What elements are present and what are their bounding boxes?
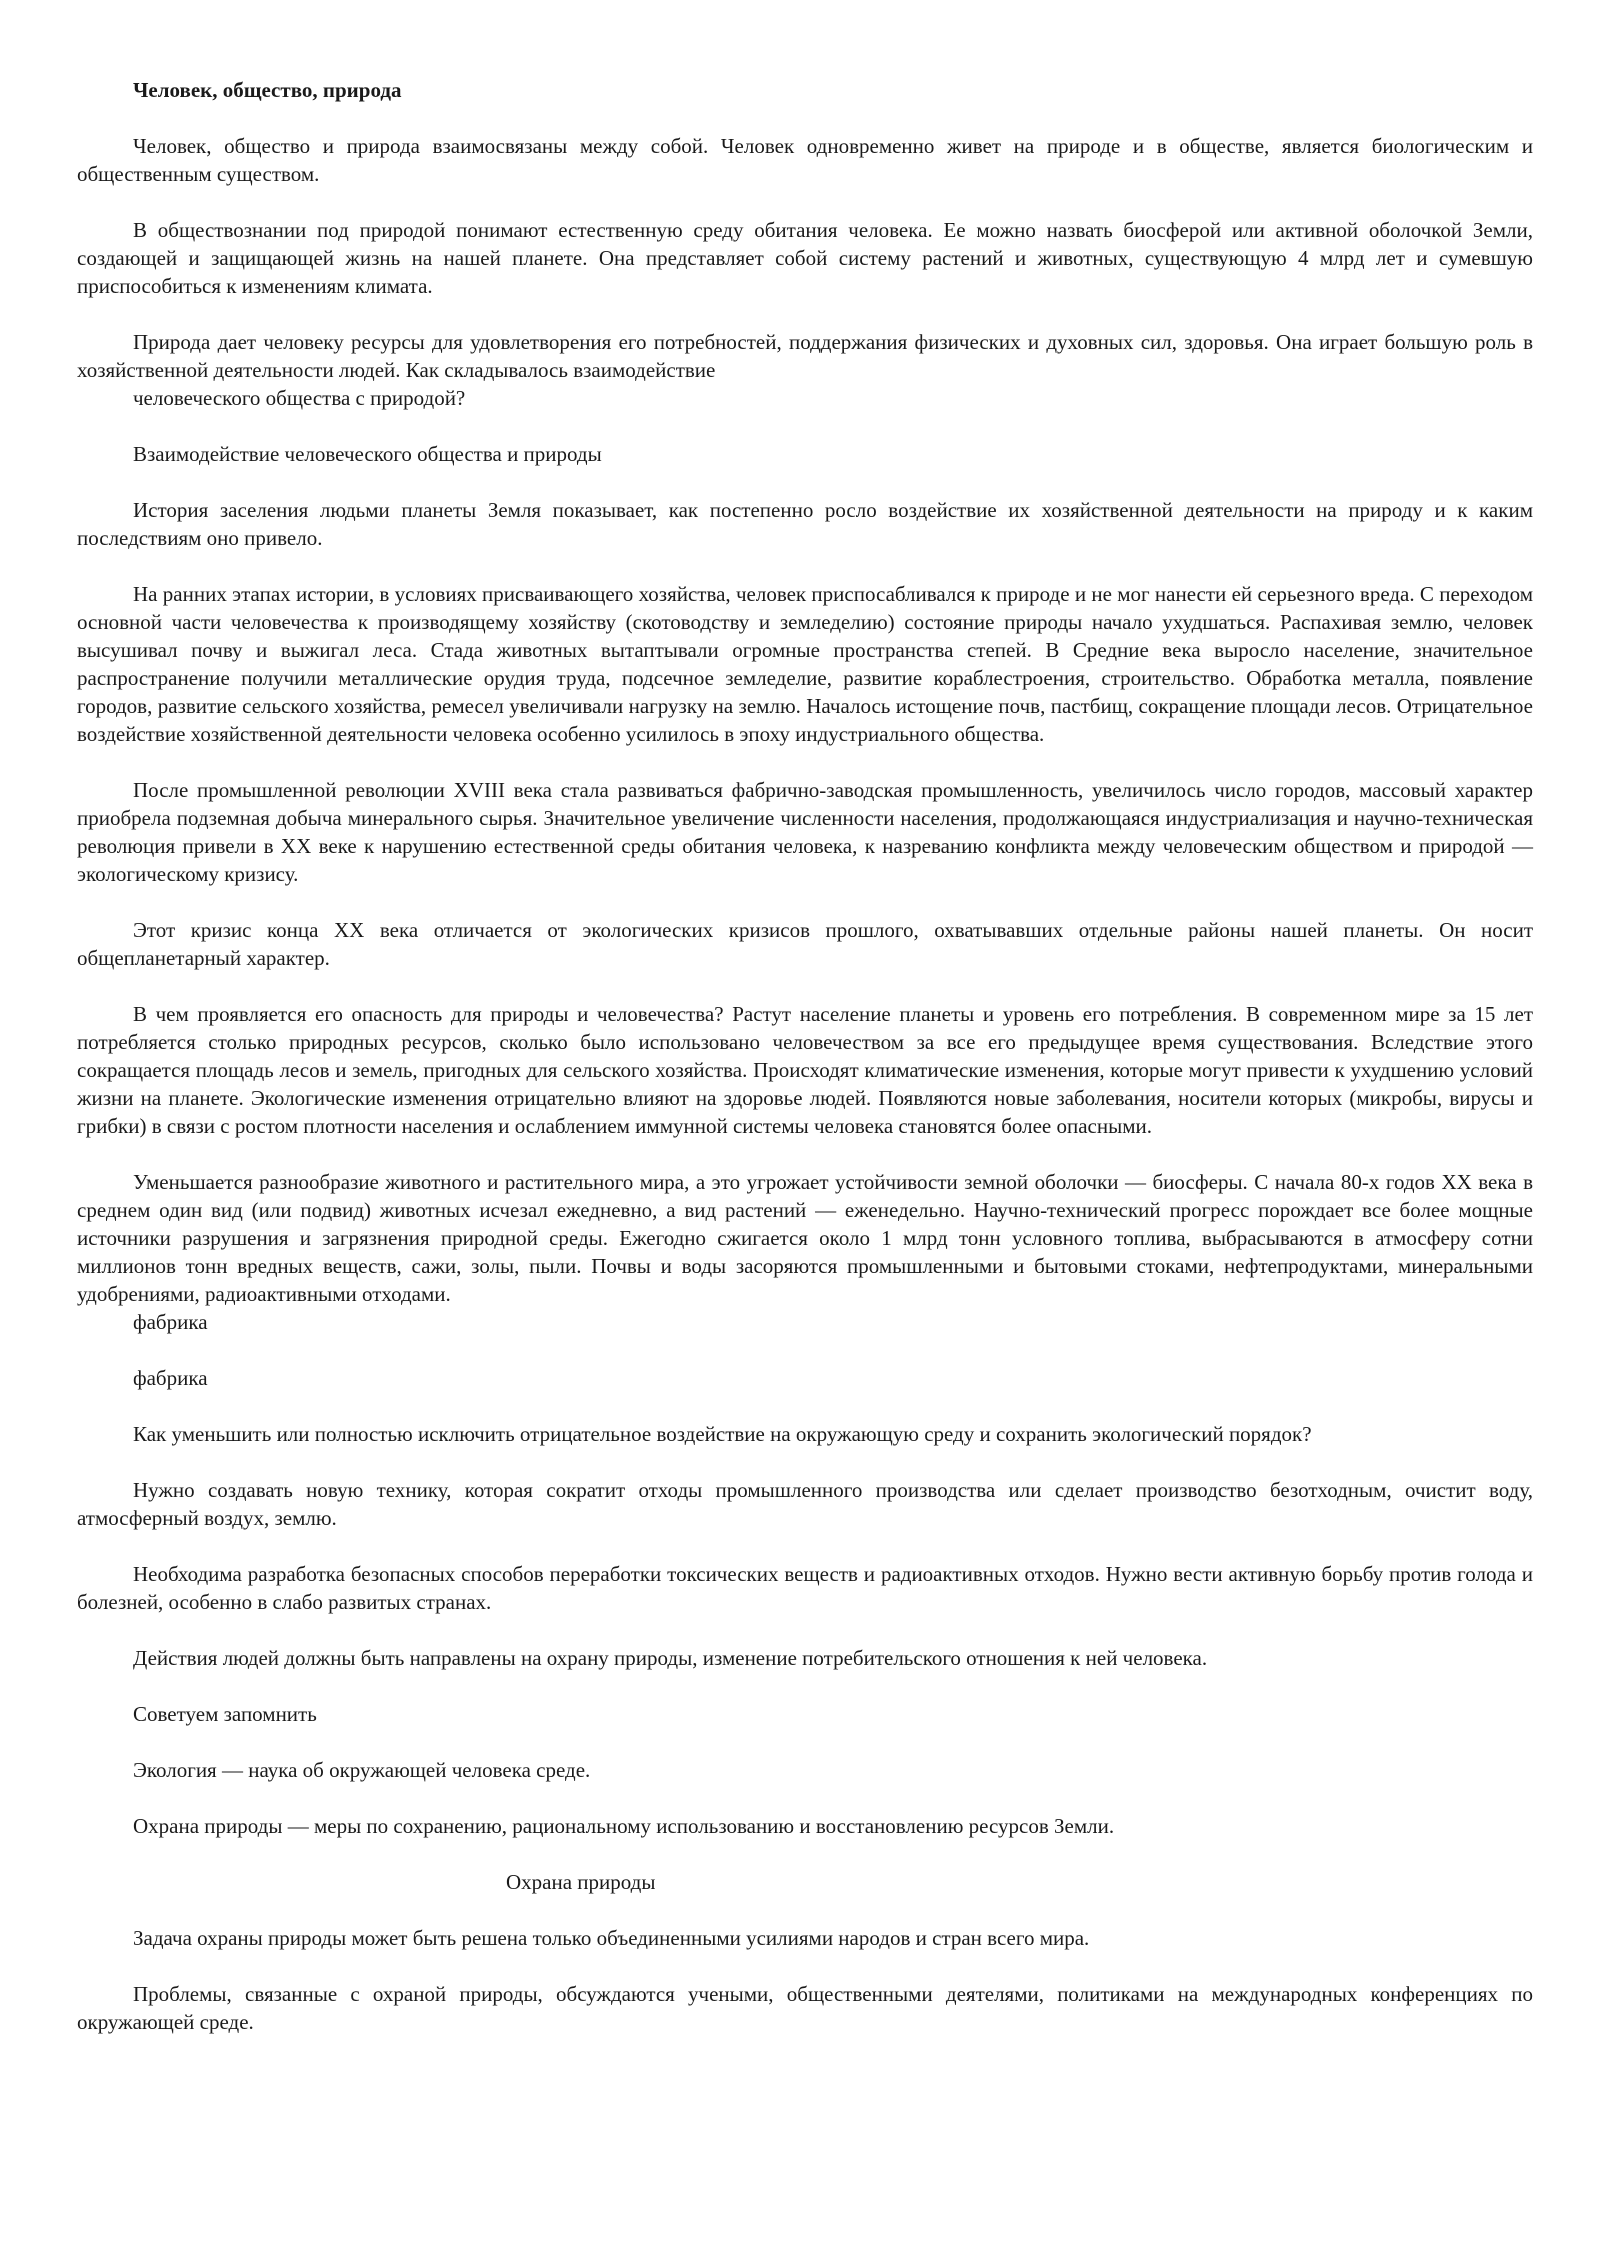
paragraph-nature-resources-continuation: человеческого общества с природой? — [133, 386, 466, 410]
paragraph-protection-task: Задача охраны природы может быть решена только объединенными усилиями народов и стран всего мира. — [133, 1926, 1090, 1950]
subheading-interaction: Взаимодействие человеческого общества и природы — [133, 442, 602, 466]
paragraph-nature-resources: Природа дает человеку ресурсы для удовлетворения его потребностей, поддержания физических и духовных сил, здоровья. Она играет большую роль в хозяйственной деятельности людей. Как складывалось взаимодействие — [77, 330, 1533, 382]
document-page — [77, 76, 1533, 2064]
definition-nature-protection: Охрана природы — меры по сохранению, рациональному использованию и восстановлению ресурсов Земли. — [133, 1814, 1115, 1838]
paragraph-safe-processing: Необходима разработка безопасных способов переработки токсических веществ и радиоактивных отходов. Нужно вести активную борьбу против голода и болезней, особенно в слабо развитых странах. — [77, 1562, 1533, 1614]
paragraph-industrial-revolution: После промышленной революции XVIII века стала развиваться фабрично-заводская промышленность, увеличилось число городов, массовый характер приобрела подземная добыча минерального сырья. Значительное увеличение численности населения, продолжающаяся индустриализация и научно-техническая революция привели в XX веке к нарушению естественной среды обитания человека, к назреванию конфликта между человеческим обществом и природой — экологическому кризису. — [77, 778, 1533, 886]
stray-word-fabrika-2: фабрика — [133, 1366, 208, 1390]
paragraph-international-conferences: Проблемы, связанные с охраной природы, обсуждаются учеными, общественными деятелями, политиками на международных конференциях по окружающей среде. — [77, 1982, 1533, 2034]
paragraph-early-stages: На ранних этапах истории, в условиях присваивающего хозяйства, человек приспосабливался к природе и не мог нанести ей серьезного вреда. С переходом основной части человечества к производящему хозяйству (скотоводству и земледелию) состояние природы начало ухудшаться. Распахивая землю, человек высушивал почву и выжигал леса. Стада животных вытаптывали огромные пространства степей. В Средние века выросло население, значительное распространение получили металлические орудия труда, подсечное земледелие, развитие кораблестроения, строительство. Обработка металла, появление городов, развитие сельского хозяйства, ремесел увеличивали нагрузку на землю. Началось истощение почв, пастбищ, сокращение площади лесов. Отрицательное воздействие хозяйственной деятельности человека особенно усилилось в эпоху индустриального общества. — [77, 582, 1533, 746]
stray-word-fabrika-1: фабрика — [133, 1310, 208, 1334]
definition-ecology: Экология — наука об окружающей человека среде. — [133, 1758, 591, 1782]
remember-heading: Советуем запомнить — [133, 1702, 317, 1726]
paragraph-history: История заселения людьми планеты Земля показывает, как постепенно росло воздействие их хозяйственной деятельности на природу и к каким последствиям оно привело. — [77, 498, 1533, 550]
paragraph-crisis: Этот кризис конца XX века отличается от экологических кризисов прошлого, охватывавших отдельные районы нашей планеты. Он носит общепланетарный характер. — [77, 918, 1533, 970]
paragraph-intro: Человек, общество и природа взаимосвязаны между собой. Человек одновременно живет на природе и в обществе, является биологическим и общественным существом. — [77, 134, 1533, 186]
paragraph-actions: Действия людей должны быть направлены на охрану природы, изменение потребительского отношения к ней человека. — [133, 1646, 1208, 1670]
paragraph-question: Как уменьшить или полностью исключить отрицательное воздействие на окружающую среду и сохранить экологический порядок? — [133, 1422, 1312, 1446]
subheading-nature-protection: Охрана природы — [506, 1870, 656, 1894]
paragraph-nature-definition: В обществознании под природой понимают естественную среду обитания человека. Ее можно назвать биосферой или активной оболочкой Земли, создающей и защищающей жизнь на нашей планете. Она представляет собой систему растений и животных, существующую 4 млрд лет и сумевшую приспособиться к изменениям климата. — [77, 218, 1533, 298]
paragraph-biodiversity: Уменьшается разнообразие животного и растительного мира, а это угрожает устойчивости земной оболочки — биосферы. С начала 80-х годов XX века в среднем один вид (или подвид) животных исчезал ежедневно, а вид растений — еженедельно. Научно-технический прогресс порождает все более мощные источники разрушения и загрязнения природной среды. Ежегодно сжигается около 1 млрд тонн условного топлива, выбрасываются в атмосферу сотни миллионов тонн вредных веществ, сажи, золы, пыли. Почвы и воды засоряются промышленными и бытовыми стоками, нефтепродуктами, минеральными удобрениями, радиоактивными отходами. — [77, 1170, 1533, 1306]
paragraph-danger: В чем проявляется его опасность для природы и человечества? Растут население планеты и уровень его потребления. В современном мире за 15 лет потребляется столько природных ресурсов, сколько было использовано человечеством за все его предыдущее время существования. Вследствие этого сокращается площадь лесов и земель, пригодных для сельского хозяйства. Происходят климатические изменения, которые могут привести к ухудшению условий жизни на планете. Экологические изменения отрицательно влияют на здоровье людей. Появляются новые заболевания, носители которых (микробы, вирусы и грибки) в связи с ростом плотности населения и ослаблением иммунной системы человека становятся более опасными. — [77, 1002, 1533, 1138]
document-title: Человек, общество, природа — [133, 78, 402, 102]
paragraph-new-technology: Нужно создавать новую технику, которая сократит отходы промышленного производства или сделает производство безотходным, очистит воду, атмосферный воздух, землю. — [77, 1478, 1533, 1530]
